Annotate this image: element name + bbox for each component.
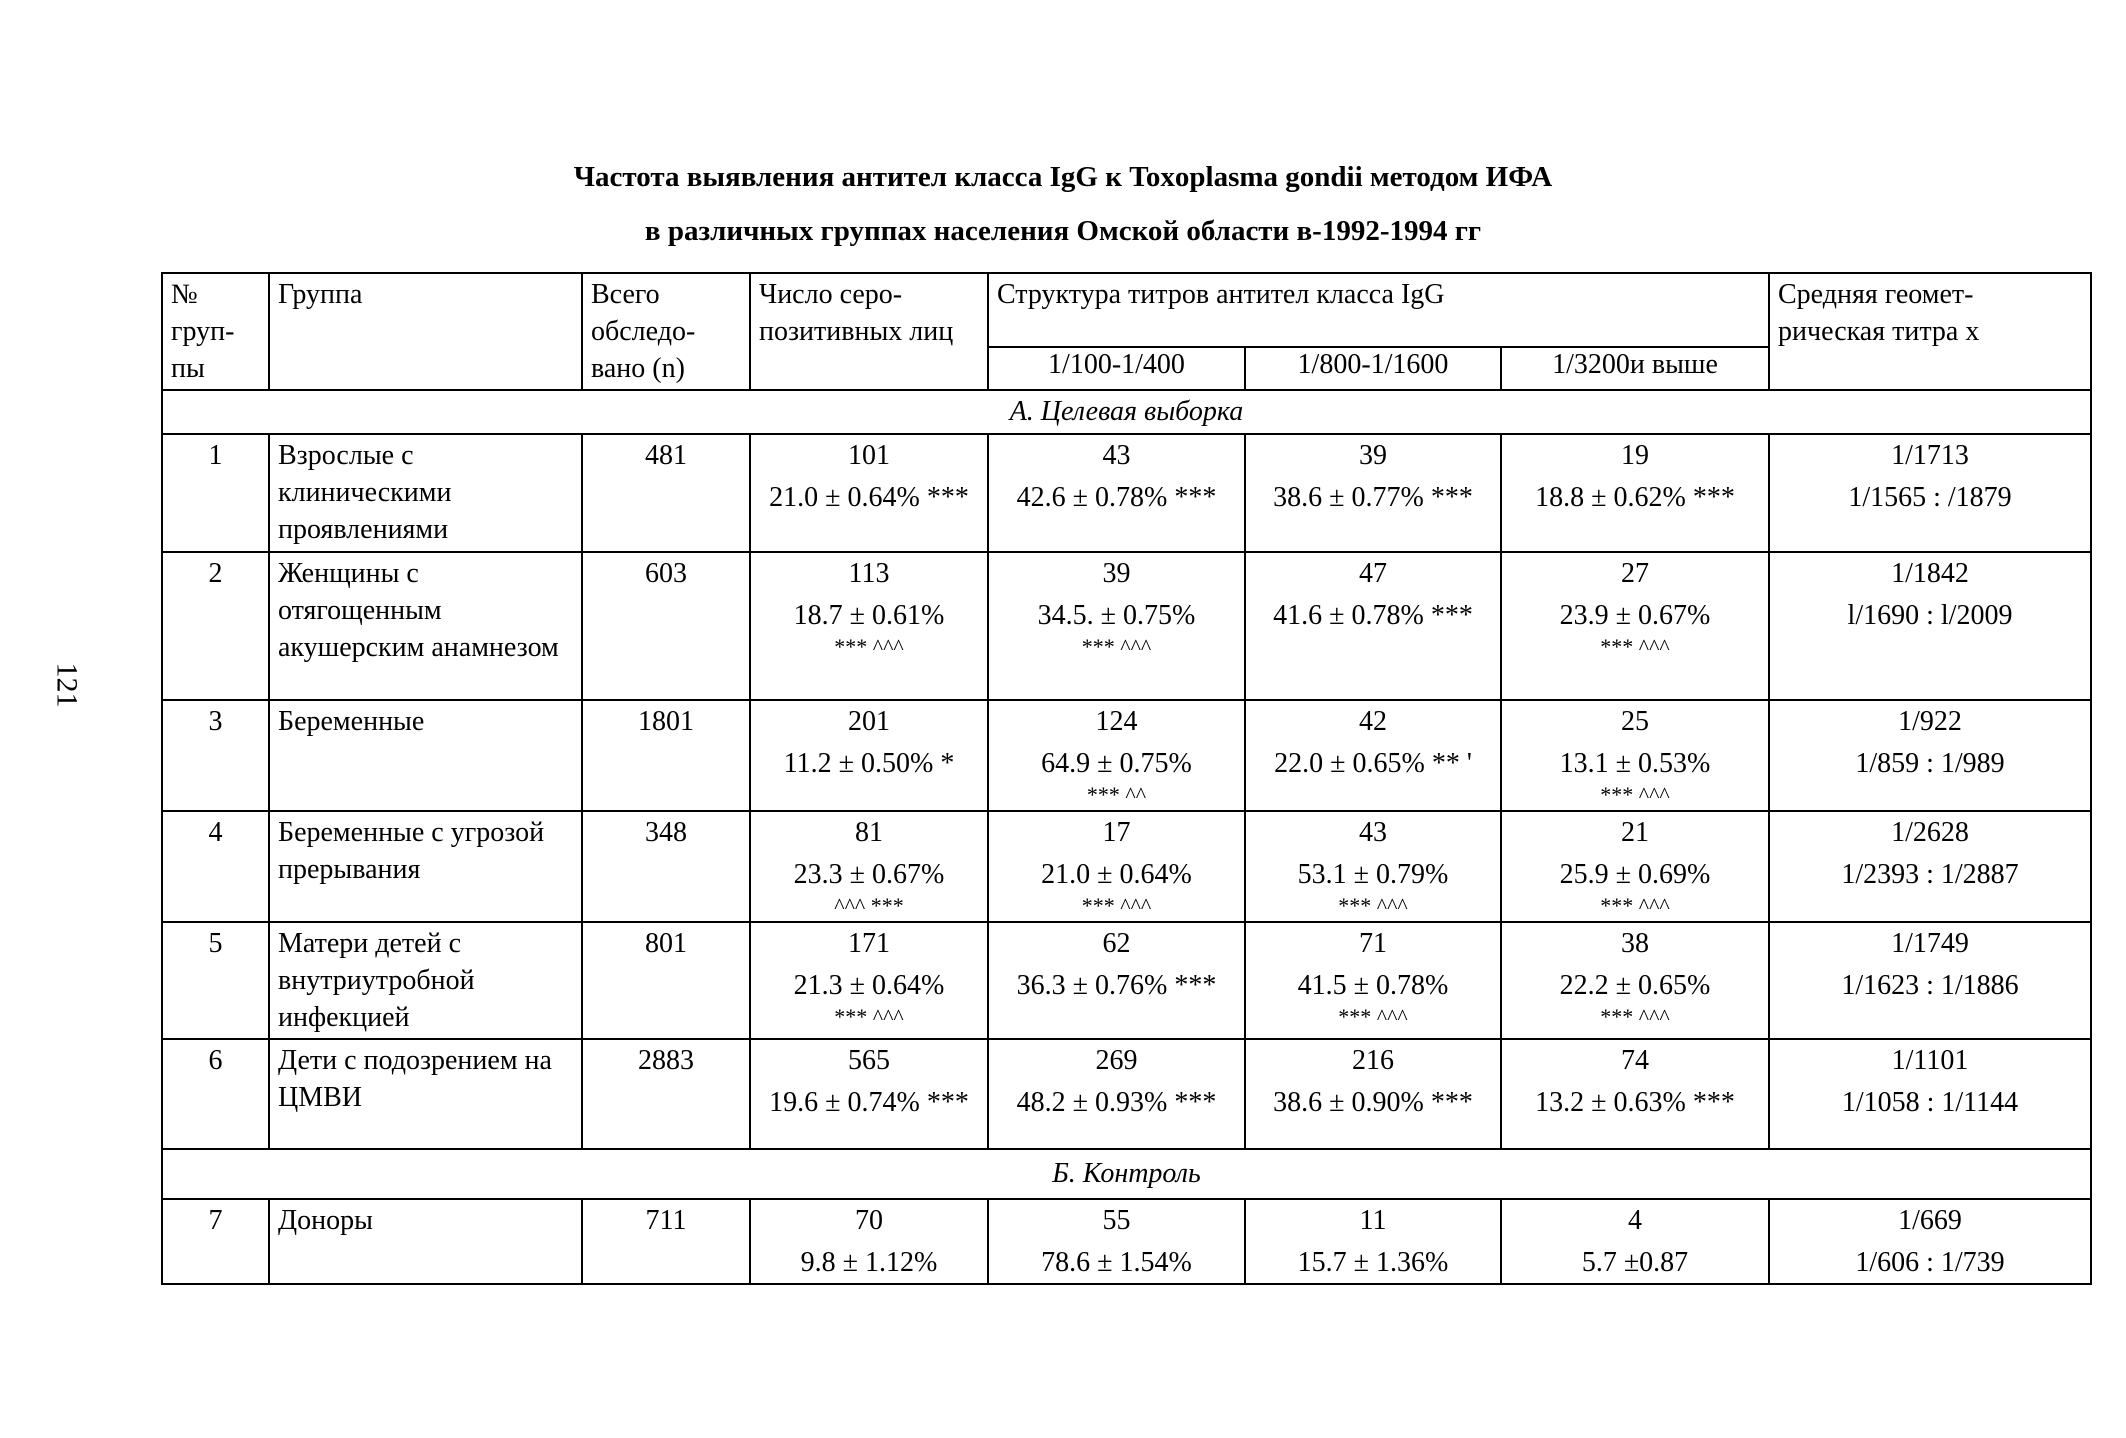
cell-mean bbox=[1769, 922, 2091, 1039]
row-group: Женщины с отягощенным акушерским анамнезом bbox=[269, 552, 582, 700]
count: 4 bbox=[1628, 1205, 1642, 1236]
count: 81 bbox=[855, 817, 883, 848]
percent: 23.9 ± 0.67% bbox=[1559, 600, 1711, 631]
cell-titer-1 bbox=[988, 434, 1245, 552]
significance: *** ^^^ bbox=[834, 1004, 904, 1029]
count: 55 bbox=[1102, 1205, 1131, 1236]
table-caption bbox=[0, 150, 2126, 258]
mean-value: 1/2628 bbox=[1891, 817, 1969, 848]
row-num: 2 bbox=[162, 552, 269, 700]
count: 17 bbox=[1102, 817, 1131, 848]
page-number: 121 bbox=[50, 662, 84, 708]
header-num: № груп- пы bbox=[162, 273, 269, 390]
count: 39 bbox=[1359, 440, 1387, 471]
count: 101 bbox=[848, 440, 890, 471]
cell-mean bbox=[1769, 1039, 2091, 1149]
count: 171 bbox=[848, 928, 890, 959]
count: 62 bbox=[1102, 928, 1131, 959]
row-num: 3 bbox=[162, 700, 269, 811]
significance: *** ^^^ bbox=[1600, 782, 1670, 807]
section-row-b bbox=[162, 1149, 2091, 1199]
confidence-interval: 1/859 : 1/989 bbox=[1855, 748, 2005, 779]
cell-positive bbox=[750, 434, 988, 552]
percent: 21.3 ± 0.64% bbox=[793, 970, 945, 1001]
percent: 15.7 ± 1.36% bbox=[1297, 1247, 1449, 1278]
percent: 19.6 ± 0.74% *** bbox=[769, 1087, 969, 1118]
confidence-interval: 1/606 : 1/739 bbox=[1855, 1247, 2005, 1278]
row-num: 7 bbox=[162, 1199, 269, 1284]
cell-mean bbox=[1769, 811, 2091, 922]
significance: *** ^^^ bbox=[1600, 1004, 1670, 1029]
count: 201 bbox=[848, 706, 890, 737]
row-total: 1801 bbox=[582, 700, 750, 811]
significance: *** ^^^ bbox=[834, 634, 904, 659]
cell-positive bbox=[750, 811, 988, 922]
row-num: 6 bbox=[162, 1039, 269, 1149]
count: 21 bbox=[1621, 817, 1649, 848]
count: 27 bbox=[1621, 558, 1649, 589]
percent: 36.3 ± 0.76% *** bbox=[1016, 970, 1217, 1001]
percent: 18.8 ± 0.62% *** bbox=[1535, 482, 1735, 513]
row-total: 348 bbox=[582, 811, 750, 922]
cell-titer-3 bbox=[1501, 552, 1769, 700]
cell-titer-3 bbox=[1501, 811, 1769, 922]
row-group: Беременные с угрозой прерывания bbox=[269, 811, 582, 922]
percent: 53.1 ± 0.79% bbox=[1297, 859, 1449, 890]
percent: 13.1 ± 0.53% bbox=[1559, 748, 1711, 779]
row-group: Дети с подозрением на ЦМВИ bbox=[269, 1039, 582, 1149]
count: 71 bbox=[1359, 928, 1387, 959]
percent: 42.6 ± 0.78% *** bbox=[1016, 482, 1217, 513]
significance: *** ^^^ bbox=[1081, 634, 1152, 659]
row-total: 801 bbox=[582, 922, 750, 1039]
percent: 11.2 ± 0.50% * bbox=[783, 748, 955, 779]
section-row-a bbox=[162, 390, 2091, 434]
count: 42 bbox=[1359, 706, 1387, 737]
significance: *** ^^^ bbox=[1600, 893, 1670, 918]
percent: 13.2 ± 0.63% *** bbox=[1535, 1087, 1735, 1118]
caption-line-2: в различных группах населения Омской области в-1992-1994 гг bbox=[644, 215, 1482, 247]
header-total: Всего обследо- вано (n) bbox=[582, 273, 750, 390]
significance: *** ^^ bbox=[1086, 782, 1147, 807]
header-row-1 bbox=[162, 273, 2091, 347]
count: 269 bbox=[1095, 1045, 1138, 1076]
caption-line-1: Частота выявления антител класса IgG к Toxoplasma gondii методом ИФА bbox=[573, 161, 1553, 193]
section-b-label: Б. Контроль bbox=[162, 1149, 2091, 1199]
cell-mean bbox=[1769, 1199, 2091, 1284]
cell-titer-3 bbox=[1501, 700, 1769, 811]
cell-titer-1 bbox=[988, 700, 1245, 811]
mean-value: 1/1749 bbox=[1891, 928, 1969, 959]
cell-positive bbox=[750, 1199, 988, 1284]
mean-value: 1/669 bbox=[1898, 1205, 1962, 1236]
row-group: Беременные bbox=[269, 700, 582, 811]
table-row bbox=[162, 1039, 2091, 1149]
cell-positive bbox=[750, 552, 988, 700]
confidence-interval: 1/1623 : 1/1886 bbox=[1841, 970, 2019, 1001]
cell-positive bbox=[750, 922, 988, 1039]
significance: *** ^^^ bbox=[1338, 1004, 1408, 1029]
cell-positive bbox=[750, 1039, 988, 1149]
cell-titer-1 bbox=[988, 811, 1245, 922]
significance: *** ^^^ bbox=[1600, 634, 1670, 659]
cell-titer-2 bbox=[1245, 1199, 1501, 1284]
confidence-interval: 1/1058 : 1/1144 bbox=[1841, 1087, 2019, 1118]
row-num: 5 bbox=[162, 922, 269, 1039]
cell-titer-2 bbox=[1245, 700, 1501, 811]
cell-mean bbox=[1769, 552, 2091, 700]
count: 70 bbox=[855, 1205, 883, 1236]
header-titer-3: 1/3200и выше bbox=[1501, 347, 1769, 390]
percent: 21.0 ± 0.64% *** bbox=[769, 482, 969, 513]
table-row bbox=[162, 700, 2091, 811]
cell-titer-1 bbox=[988, 922, 1245, 1039]
percent: 22.0 ± 0.65% ** ' bbox=[1274, 748, 1472, 779]
count: 11 bbox=[1359, 1205, 1387, 1236]
row-total: 603 bbox=[582, 552, 750, 700]
cell-titer-2 bbox=[1245, 811, 1501, 922]
cell-titer-2 bbox=[1245, 1039, 1501, 1149]
table-row bbox=[162, 552, 2091, 700]
count: 124 bbox=[1095, 706, 1138, 737]
percent: 78.6 ± 1.54% bbox=[1041, 1247, 1192, 1278]
percent: 25.9 ± 0.69% bbox=[1559, 859, 1711, 890]
confidence-interval: 1/2393 : 1/2887 bbox=[1841, 859, 2019, 890]
percent: 21.0 ± 0.64% bbox=[1041, 859, 1192, 890]
data-table bbox=[161, 272, 2092, 1285]
cell-titer-1 bbox=[988, 1039, 1245, 1149]
percent: 5.7 ±0.87 bbox=[1581, 1247, 1689, 1278]
cell-positive bbox=[750, 700, 988, 811]
mean-value: 1/1713 bbox=[1891, 440, 1969, 471]
significance: ^^^ *** bbox=[834, 893, 904, 918]
count: 43 bbox=[1359, 817, 1387, 848]
mean-value: 1/1101 bbox=[1891, 1045, 1969, 1076]
row-group: Доноры bbox=[269, 1199, 582, 1284]
cell-titer-2 bbox=[1245, 434, 1501, 552]
cell-titer-1 bbox=[988, 1199, 1245, 1284]
header-titer-2: 1/800-1/1600 bbox=[1245, 347, 1501, 390]
count: 19 bbox=[1621, 440, 1649, 471]
significance: *** ^^^ bbox=[1338, 893, 1408, 918]
row-total: 711 bbox=[582, 1199, 750, 1284]
table-row bbox=[162, 434, 2091, 552]
count: 38 bbox=[1621, 928, 1649, 959]
count: 74 bbox=[1621, 1045, 1649, 1076]
cell-mean bbox=[1769, 434, 2091, 552]
cell-titer-3 bbox=[1501, 1039, 1769, 1149]
percent: 9.8 ± 1.12% bbox=[800, 1247, 938, 1278]
mean-value: 1/922 bbox=[1898, 706, 1962, 737]
confidence-interval: l/1690 : l/2009 bbox=[1847, 600, 2013, 631]
percent: 22.2 ± 0.65% bbox=[1559, 970, 1711, 1001]
table-row bbox=[162, 1199, 2091, 1284]
cell-titer-2 bbox=[1245, 552, 1501, 700]
row-total: 481 bbox=[582, 434, 750, 552]
mean-value: 1/1842 bbox=[1891, 558, 1969, 589]
percent: 64.9 ± 0.75% bbox=[1041, 748, 1192, 779]
significance: *** ^^^ bbox=[1081, 893, 1152, 918]
header-structure: Структура титров антител класса IgG bbox=[988, 273, 1769, 347]
row-group: Взрослые с клиническими проявлениями bbox=[269, 434, 582, 552]
header-titer-1: 1/100-1/400 bbox=[988, 347, 1245, 390]
section-a-label: А. Целевая выборка bbox=[162, 390, 2091, 434]
header-mean bbox=[1769, 273, 2091, 390]
row-total: 2883 bbox=[582, 1039, 750, 1149]
count: 25 bbox=[1621, 706, 1649, 737]
cell-titer-3 bbox=[1501, 1199, 1769, 1284]
percent: 34.5. ± 0.75% bbox=[1037, 600, 1196, 631]
cell-titer-3 bbox=[1501, 922, 1769, 1039]
percent: 38.6 ± 0.90% *** bbox=[1273, 1087, 1473, 1118]
header-group: Группа bbox=[269, 273, 582, 390]
percent: 41.6 ± 0.78% *** bbox=[1273, 600, 1473, 631]
table-row bbox=[162, 811, 2091, 922]
count: 39 bbox=[1102, 558, 1131, 589]
percent: 23.3 ± 0.67% bbox=[793, 859, 945, 890]
cell-titer-2 bbox=[1245, 922, 1501, 1039]
count: 43 bbox=[1102, 440, 1131, 471]
cell-titer-3 bbox=[1501, 434, 1769, 552]
row-num: 1 bbox=[162, 434, 269, 552]
percent: 38.6 ± 0.77% *** bbox=[1273, 482, 1473, 513]
count: 47 bbox=[1359, 558, 1387, 589]
percent: 48.2 ± 0.93% *** bbox=[1016, 1087, 1217, 1118]
cell-titer-1 bbox=[988, 552, 1245, 700]
percent: 41.5 ± 0.78% bbox=[1297, 970, 1449, 1001]
count: 565 bbox=[848, 1045, 890, 1076]
table-row bbox=[162, 922, 2091, 1039]
confidence-interval: 1/1565 : /1879 bbox=[1848, 482, 2012, 513]
count: 113 bbox=[848, 558, 890, 589]
header-positive: Число серо- позитивных лиц bbox=[750, 273, 988, 390]
cell-mean bbox=[1769, 700, 2091, 811]
percent: 18.7 ± 0.61% bbox=[793, 600, 945, 631]
header-mean-text: Средняя геомет- рическая титра x bbox=[1778, 279, 1980, 347]
row-group: Матери детей с внутриутробной инфекцией bbox=[269, 922, 582, 1039]
count: 216 bbox=[1352, 1045, 1394, 1076]
row-num: 4 bbox=[162, 811, 269, 922]
